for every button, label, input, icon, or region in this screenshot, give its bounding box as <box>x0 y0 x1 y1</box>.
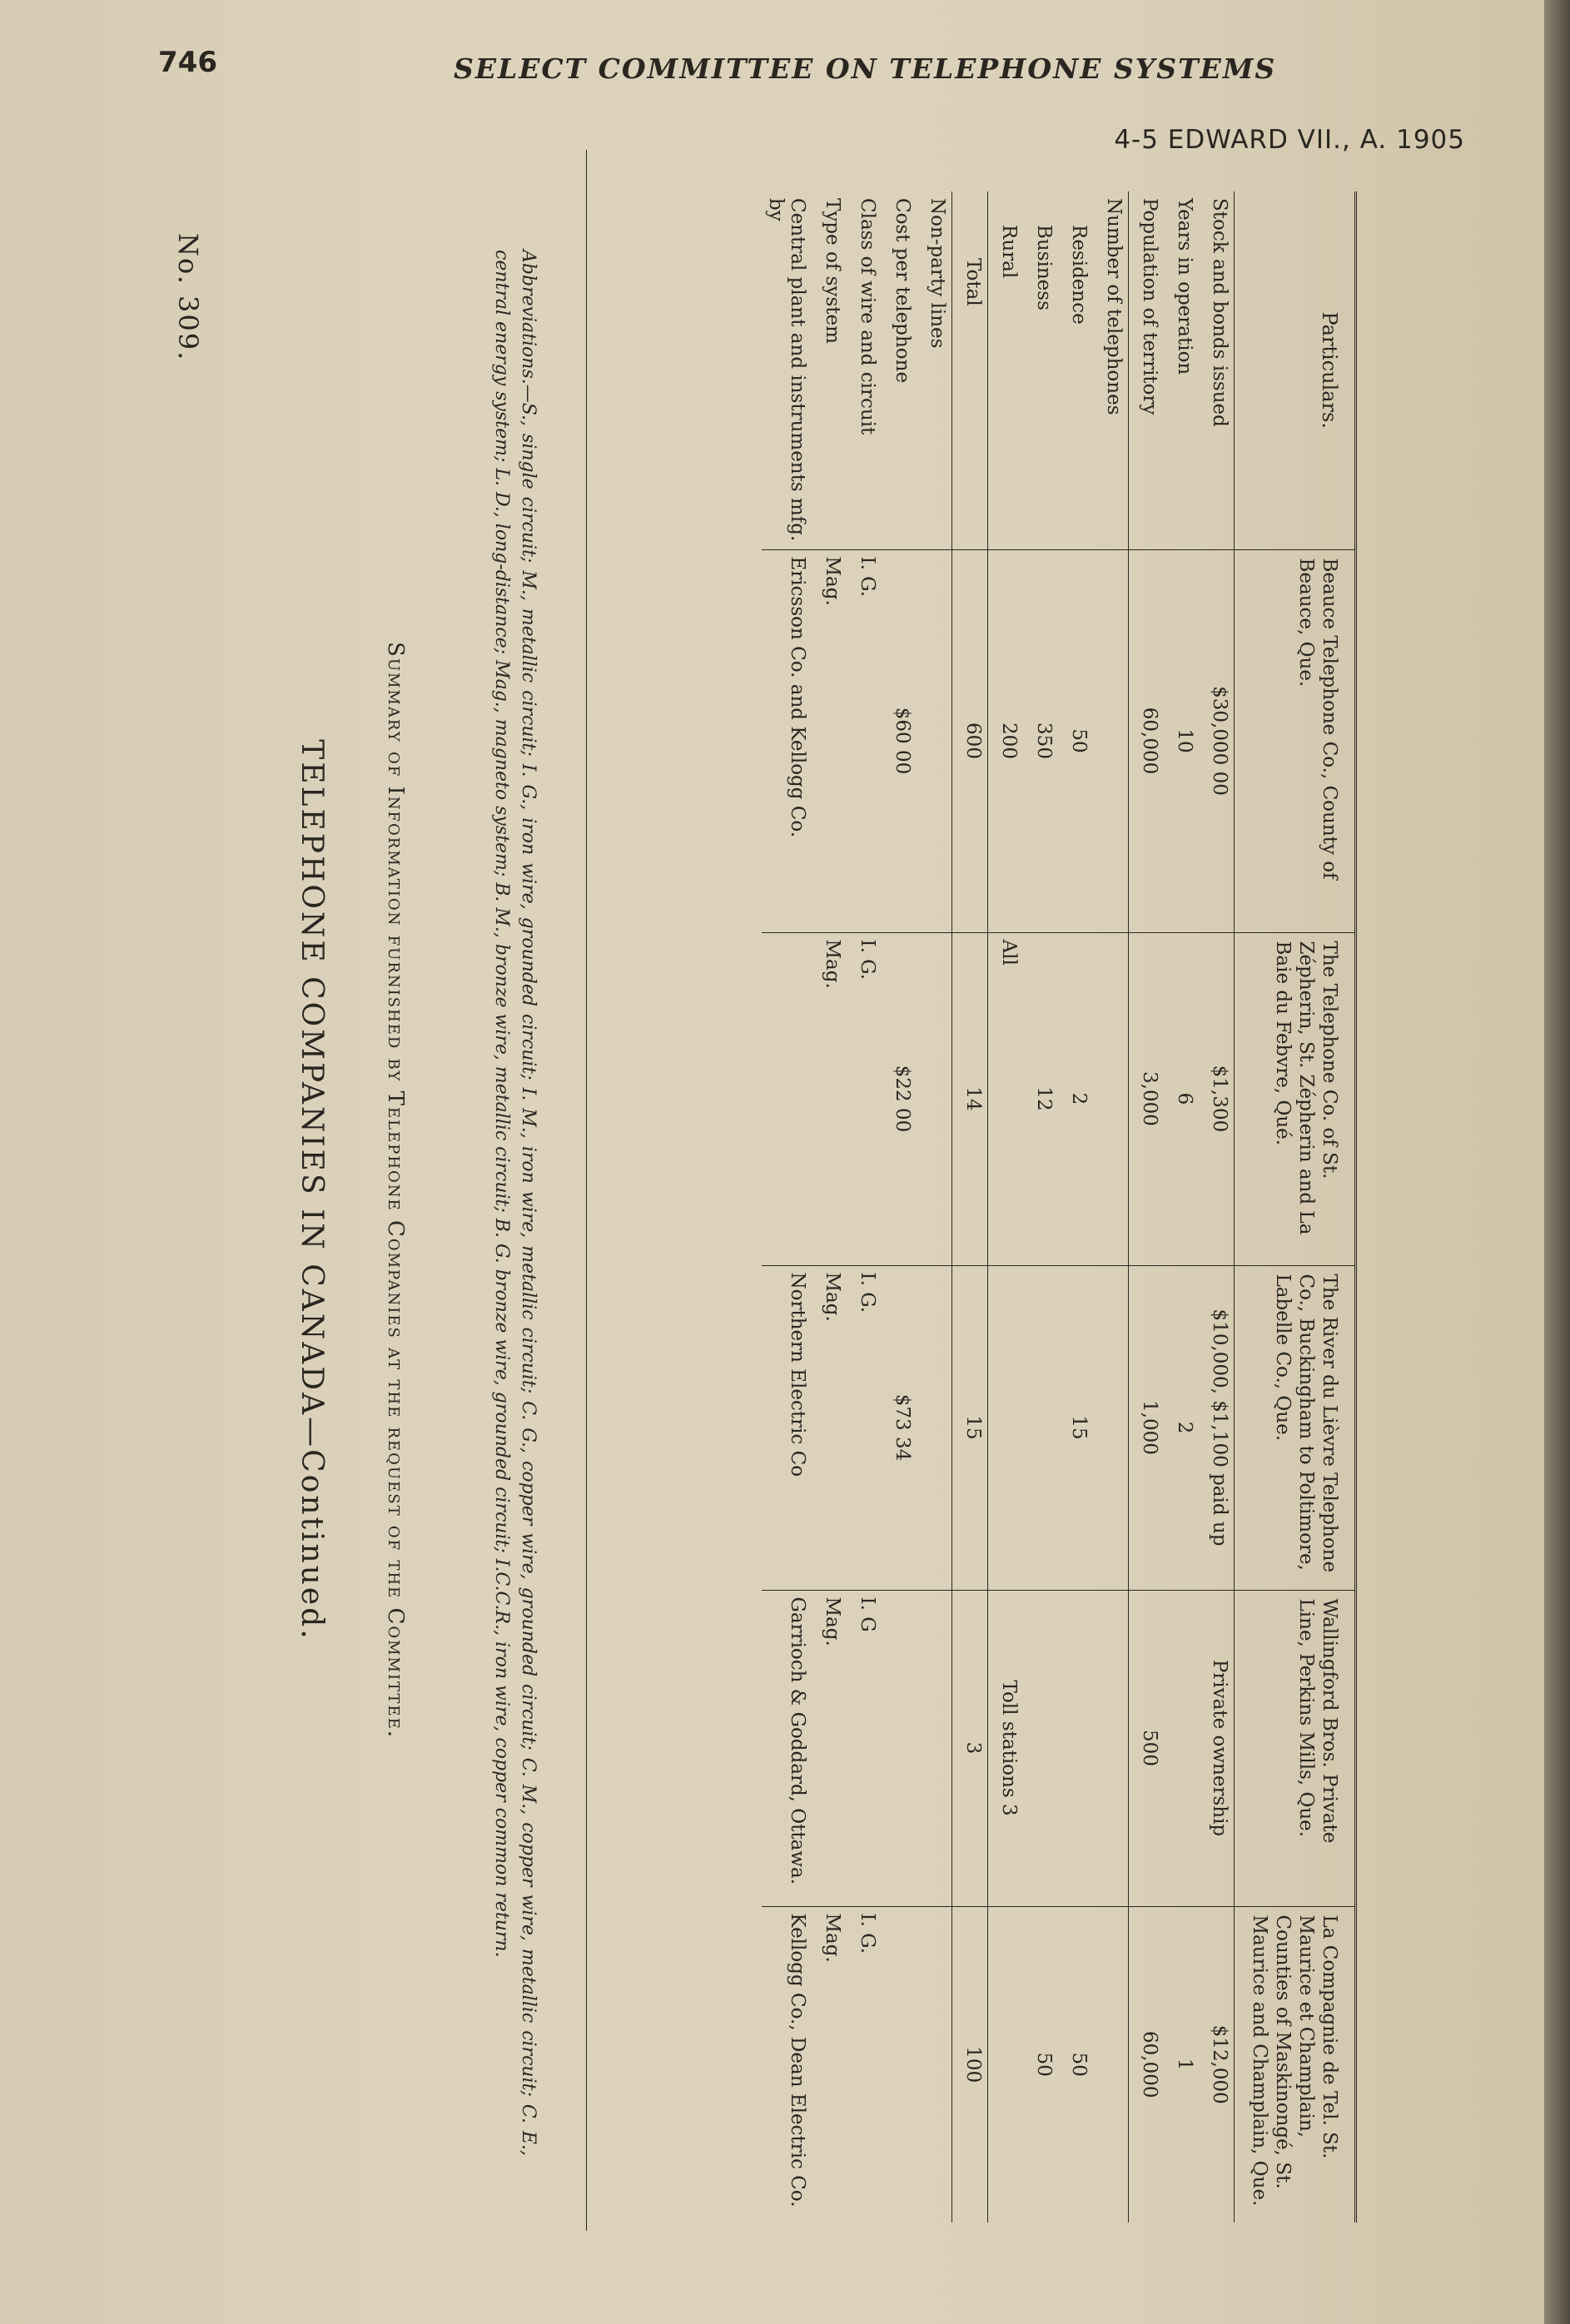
table-cell <box>1023 1590 1058 1906</box>
table-cell <box>1093 932 1129 1265</box>
table-cell <box>1093 1906 1129 2222</box>
page-header <box>158 46 1465 155</box>
table-cell: 60,000 <box>1129 1906 1165 2222</box>
company-header-5: La Compagnie de Tel. St. Maurice et Champlain, Counties of Maskinongé, St. Maurice and Champlain, Que. <box>1235 1906 1356 2222</box>
table-row <box>1129 191 1165 2222</box>
table-row <box>1164 191 1199 2222</box>
table-row <box>988 191 1024 2222</box>
table-row <box>1058 191 1093 2222</box>
row-label: Central plant and instruments mfg. by <box>765 198 808 542</box>
page-number: 746 <box>158 46 217 79</box>
particulars-header: Particulars. <box>1235 191 1356 549</box>
table-cell: I. G <box>847 1590 882 1906</box>
table-cell: 100 <box>952 1906 988 2222</box>
table-cell <box>988 1906 1024 2222</box>
summary-table-wrapper <box>608 191 1357 2222</box>
row-label: Number of telephones <box>1103 198 1125 415</box>
table-cell <box>917 1590 952 1906</box>
table-row <box>847 191 882 2222</box>
table-cell <box>917 1906 952 2222</box>
table-cell: 350 <box>1023 549 1058 932</box>
table-header-row <box>1235 191 1356 2222</box>
table-cell: Ericsson Co. and Kellogg Co. <box>762 549 812 932</box>
rotated-content <box>154 150 1453 2231</box>
table-cell: 500 <box>1129 1590 1165 1906</box>
page-edge-shadow <box>1544 0 1570 2324</box>
table-cell <box>1164 1590 1199 1906</box>
row-label: Business <box>1033 225 1055 310</box>
table-cell: $73 34 <box>882 1265 917 1590</box>
table-cell <box>882 1590 917 1906</box>
table-top-rule <box>586 150 587 2231</box>
table-cell: $60 00 <box>882 549 917 932</box>
table-cell: 2 <box>1164 1265 1199 1590</box>
table-cell: $30,000 00 <box>1199 549 1235 932</box>
table-cell: I. G. <box>847 1265 882 1590</box>
table-cell: Mag. <box>812 1265 847 1590</box>
table-row <box>762 191 812 2222</box>
table-cell: 3 <box>952 1590 988 1906</box>
document-title: TELEPHONE COMPANIES IN CANADA—Continued. <box>295 739 329 1641</box>
row-label: Total <box>952 191 988 549</box>
row-label: Class of wire and circuit <box>857 198 878 435</box>
company-header-3: The River du Lièvre Telephone Co., Buckingham to Poltimore, Labelle Co., Que. <box>1235 1265 1356 1590</box>
table-cell: I. G. <box>847 932 882 1265</box>
table-cell: 200 <box>988 549 1024 932</box>
table-cell: 3,000 <box>1129 932 1165 1265</box>
table-cell: 12 <box>1023 932 1058 1265</box>
table-cell <box>762 932 812 1265</box>
table-cell: 600 <box>952 549 988 932</box>
table-cell <box>882 1906 917 2222</box>
table-cell: Mag. <box>812 1590 847 1906</box>
row-label: Residence <box>1068 225 1090 325</box>
table-cell: Mag. <box>812 549 847 932</box>
table-cell <box>1093 1265 1129 1590</box>
document-subtitle: Summary of Information furnished by Telephone Companies at the request of the Committee. <box>383 642 408 1739</box>
row-label: Rural <box>998 225 1020 279</box>
row-label: Cost per telephone <box>892 198 913 384</box>
table-cell: 50 <box>1023 1906 1058 2222</box>
document-number: No. 309. <box>172 233 204 362</box>
table-cell: 2 <box>1058 932 1093 1265</box>
table-cell: $1,300 <box>1199 932 1235 1265</box>
row-label: Stock and bonds issued <box>1209 198 1230 427</box>
table-cell: 50 <box>1058 1906 1093 2222</box>
running-title: SELECT COMMITTEE ON TELEPHONE SYSTEMS <box>454 52 1277 85</box>
table-cell: 1 <box>1164 1906 1199 2222</box>
table-row <box>1093 191 1129 2222</box>
table-body <box>762 191 1235 2222</box>
session-label: 4-5 EDWARD VII., A. 1905 <box>1114 125 1465 155</box>
table-row <box>917 191 952 2222</box>
table-row <box>1199 191 1235 2222</box>
abbreviations-note: Abbreviations.—S., single circuit; M., metallic circuit; I. G., iron wire, grounded circuit; I. M., iron wire, metallic circuit; C. G., copper wire, grounded circuit; C. M., copper wire, metallic circuit; C. E., central energy system; L. D., long-distance; Mag., magneto system; B. M., bronze wire, metallic circuit; B. G. bronze wire, grounded circuit; I.C.C.R., iron wire, copper common return. <box>491 250 539 2156</box>
table-cell: 10 <box>1164 549 1199 932</box>
table-cell <box>988 1265 1024 1590</box>
summary-table <box>762 191 1357 2222</box>
table-row <box>882 191 917 2222</box>
row-label: Years in operation <box>1174 198 1195 375</box>
table-cell: Mag. <box>812 1906 847 2222</box>
table-cell <box>917 1265 952 1590</box>
table-cell <box>1058 1590 1093 1906</box>
table-cell: I. G. <box>847 1906 882 2222</box>
table-cell: All <box>988 932 1024 1265</box>
table-row <box>1023 191 1058 2222</box>
table-cell: 60,000 <box>1129 549 1165 932</box>
table-cell <box>1093 549 1129 932</box>
table-cell: $12,000 <box>1199 1906 1235 2222</box>
table-cell: $22 00 <box>882 932 917 1265</box>
table-cell: 14 <box>952 932 988 1265</box>
table-row <box>812 191 847 2222</box>
table-cell: Private ownership <box>1199 1590 1235 1906</box>
table-cell <box>917 549 952 932</box>
company-header-4: Wallingford Bros. Private Line, Perkins Mills, Que. <box>1235 1590 1356 1906</box>
table-cell <box>1093 1590 1129 1906</box>
table-cell: Northern Electric Co <box>762 1265 812 1590</box>
table-cell: 15 <box>952 1265 988 1590</box>
row-label: Population of territory <box>1129 191 1165 549</box>
table-cell: I. G. <box>847 549 882 932</box>
table-cell <box>917 932 952 1265</box>
row-label: Type of system <box>822 198 843 344</box>
table-cell: $10,000, $1,100 paid up <box>1199 1265 1235 1590</box>
table-cell: 6 <box>1164 932 1199 1265</box>
row-label: Non-party lines <box>927 198 948 349</box>
table-cell: Garrioch & Goddard, Ottawa. <box>762 1590 812 1906</box>
table-cell <box>1023 1265 1058 1590</box>
company-header-1: Beauce Telephone Co., County of Beauce, Que. <box>1235 549 1356 932</box>
table-cell: Mag. <box>812 932 847 1265</box>
table-cell: Kellogg Co., Dean Electric Co. <box>762 1906 812 2222</box>
company-header-2: The Telephone Co. of St. Zépherin, St. Zépherin and La Baie du Febvre, Qué. <box>1235 932 1356 1265</box>
table-cell: 15 <box>1058 1265 1093 1590</box>
table-cell: 1,000 <box>1129 1265 1165 1590</box>
table-row-total <box>952 191 988 2222</box>
table-cell: Toll stations 3 <box>988 1590 1024 1906</box>
table-cell: 50 <box>1058 549 1093 932</box>
